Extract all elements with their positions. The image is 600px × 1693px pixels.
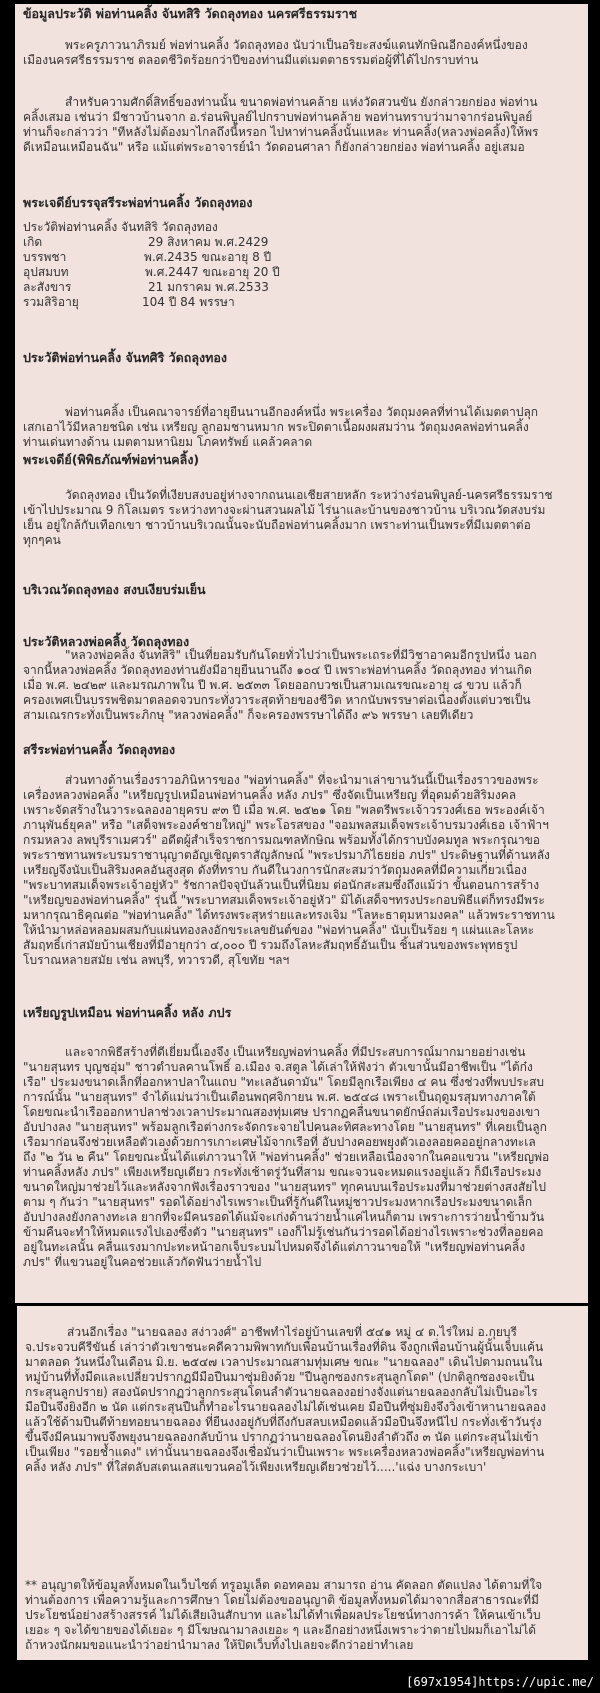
text-line: ท่านเด่นทางด้าน เมตตามหานิยม โภคทรัพย์ แคล้วคลาด bbox=[23, 435, 313, 449]
text-line: เสกเอาไว้มีหลายชนิด เช่น เหรียญ ลูกอมชานหมาก พระปิดตาเนื้อผงผสมว่าน วัตถุมงคลพ่อท่านคลิ้ง bbox=[23, 420, 529, 434]
text-line: "พระบาทสมเด็จพระเจ้าอยู่หัว" รัชกาลปัจจุบันล้วนเป็นที่นิยม ต่อนักสะสมซึ่งถึงแม้ว่า ขั้นตอนการสร้าง bbox=[23, 878, 540, 892]
bio-value: พ.ศ.2435 ขณะอายุ 8 ปี bbox=[144, 250, 272, 264]
text-line: การณ์นั้น "นายสุนทร" จำได้แม่นว่าเป็นเดือนพฤศจิกายน พ.ศ. ๒๕๔๘ เพราะเป็นฤดูมรสุมทางภาคใต้ bbox=[23, 1090, 536, 1104]
text-line: เย็น อยู่ใกล้กับเทือกเขา ชาวบ้านบริเวณนั้นจะนับถือพ่อท่านคลิ้งมาก เพราะท่านเป็นพระที่มีเมตตาต่อ bbox=[23, 518, 531, 532]
article-panel bbox=[15, 4, 588, 1303]
heading-museum: พระเจดีย์(พิพิธภัณฑ์พ่อท่านคลิ้ง) bbox=[23, 452, 200, 467]
bio-label: อุปสมบท bbox=[23, 265, 69, 279]
bio-row bbox=[23, 250, 584, 265]
text-line: กระสุนลูกปราย) สองนัดปรากฏว่าลูกกระสุนโดนลำตัวนายฉลองอย่างจังแต่นายฉลองกลับไม่เป็นอะไร bbox=[25, 1385, 538, 1399]
text-line: อับปางลงยังกลางทะเล ยากที่จะมีคนรอดได้แม้จะเก่งด้านว่ายน้ำแค่ไหนก็ตาม เพราะการว่ายน้ำข้ามวัน bbox=[23, 1210, 545, 1224]
text-line: ข้ามคืนจะทำให้หมดแรงไปเองซึ่งตัว "นายสุนทร" เองก็ไม่รู้เช่นกันว่ารอดได้อย่างไรเพราะช่วงที่ลอยคอ bbox=[23, 1225, 544, 1239]
text-line: มาตลอด วันหนึ่งในเดือน มิ.ย. ๒๕๔๗ เวลาประมาณสามทุ่มเศษ ขณะ "นายฉลอง" เดินไปตามถนนใน bbox=[25, 1355, 543, 1369]
bio-label: เกิด bbox=[23, 235, 43, 249]
bio-value: พ.ศ.2447 ขณะอายุ 20 ปี bbox=[145, 265, 280, 279]
text-line: โบราณหลายสมัย เช่น ลพบุรี, ทวารวดี, สุโขทัย ฯลฯ bbox=[23, 953, 290, 967]
text-line: ท่านคลิ้งหลัง ภปร" เพียงเหรียญเดียว กระทั่งเช้าตรู่วันที่สาม ขณะจวนจะหมดแรงอยู่แล้ว ก็มีเรือประมง bbox=[23, 1165, 542, 1179]
text-line: ทุกๆคน bbox=[23, 533, 61, 547]
text-line: พระครูภาวนาภิรมย์ พ่อท่านคลิ้ง วัดถลุงทอง นับว่าเป็นอริยะสงฆ์แดนทักษิณอีกองค์หนึ่งของ bbox=[65, 38, 528, 52]
text-line: "เหรียญของพ่อท่านคลิ้ง" รุ่นนี้ "พระบาทสมเด็จพระเจ้าอยู่หัว" มิได้เสด็จฯทรงประกอบพิธีแต่ก็ทรงมีพระ bbox=[23, 893, 545, 907]
text-line: สัมฤทธิ์เก่าสมัยบ้านเชียงที่มีอายุกว่า ๔,๐๐๐ ปี รวมถึงโลหะสัมฤทธิ์อันเป็น ชิ้นส่วนของพระพุทธรูป bbox=[23, 938, 518, 952]
heading-history: ประวัติพ่อท่านคลิ้ง จันทศิริ วัดถลุงทอง bbox=[23, 350, 227, 365]
text-line: จากนี้หลวงพ่อคลิ้ง วัดถลุงทองท่านยังมีอายุยืนนานถึง ๑๐๔ ปี เพราะพ่อท่านคลิ้ง วัดถลุงทอง ท่านเกิด bbox=[23, 663, 532, 677]
paragraph-chalong bbox=[25, 1325, 584, 1475]
bio-row bbox=[23, 280, 584, 295]
text-line: อับปางลง "นายสุนทร" พร้อมลูกเรือต่างกระจัดกระจายไปคนละทิศละทางโดย "นายสุนทร" ที่เคยเป็นลูก bbox=[23, 1120, 547, 1134]
text-line: มือปืนจึงยิงอีก ๒ นัด แต่กระสุนปืนก็ทำอะไรนายฉลองไม่ได้เช่นเคย มือปืนที่ซุ่มยิงจึงวิ่งเข้าหานายฉลอง bbox=[25, 1400, 546, 1414]
heading-body: สรีระพ่อท่านคลิ้ง วัดถลุงทอง bbox=[23, 742, 176, 757]
paragraph-sunthorn bbox=[23, 1045, 584, 1270]
text-line: เหรียญจึงนับเป็นสิริมงคลอันสูงสุด ดังที่ทราบ กันดีในวงการนักสะสมว่าวัตถุมงคลที่มีความเกี่ยวเนื่อง bbox=[23, 863, 527, 877]
text-line: เมืองนครศรีธรรมราช ตลอดชีวิตร้อยกว่าปีของท่านมีแต่เมตตาธรรมต่อผู้ที่ได้ไปกราบท่าน bbox=[23, 53, 479, 67]
bio-value: 29 สิงหาคม พ.ศ.2429 bbox=[148, 235, 269, 249]
text-line: ขนาดใหญ่มาช่วยไว้และหลังจากฟังเรื่องราวของ "นายสุนทร" ทุกคนบนเรือประมงที่มาช่วยต่างสงสัยไป bbox=[23, 1180, 546, 1194]
footnote bbox=[25, 1578, 584, 1653]
text-line: ส่วนอีกเรื่อง "นายฉลอง สง่าวงศ์" อาชีพทำไร่อยู่บ้านเลขที่ ๕๔๑ หมู่ ๔ ต.ไร่ใหม่ อ.กุยบุรี bbox=[67, 1325, 517, 1339]
bio-row bbox=[23, 295, 584, 310]
bio-label: บรรพชา bbox=[23, 250, 67, 264]
paragraph-history bbox=[23, 405, 584, 450]
text-line: พ่อท่านคลิ้ง เป็นคณาจารย์ที่อายุยืนนานอีกองค์หนึ่ง พระเครื่อง วัตถุมงคลที่ท่านได้เมตตาปลุก bbox=[65, 405, 539, 419]
paragraph-coin bbox=[23, 773, 584, 968]
text-line: ถ้าหวงนักผมขอแนะนำว่าอย่านำมาลง ให้ปิดเว็บทิ้งไปเลยจะดีกว่าอย่าทำเลย bbox=[25, 1638, 414, 1652]
heading-temple-grounds: บริเวณวัดถลุงทอง สงบเงียบร่มเย็น bbox=[23, 582, 206, 597]
text-line: "หลวงพ่อคลิ้ง จันทสิริ" เป็นที่ยอมรับกันโดยทั่วไปว่าเป็นพระเถระที่มีวิชาอาคมอีกรูปหนึ่ง นอก bbox=[65, 648, 537, 662]
text-line: เพราะจัดสร้างในวาระฉลองอายุครบ ๙๓ ปี เมื่อ พ.ศ. ๒๕๒๑ โดย "พลตรีพระเจ้าวรวงศ์เธอ พระองค์เจ้า bbox=[23, 803, 545, 817]
paragraph-intro bbox=[23, 38, 584, 68]
paragraph-reputation bbox=[23, 95, 584, 155]
heading-stupa: พระเจดีย์บรรจุสรีระพ่อท่านคลิ้ง วัดถลุงทอง bbox=[23, 195, 253, 210]
bio-label: รวมสิริอายุ bbox=[23, 295, 79, 309]
bio-value: 104 ปี 84 พรรษา bbox=[142, 295, 235, 309]
text-line: ถึง "๒ วัน ๒ คืน" โดยขณะนั้นได้แต่ภาวนาให้ "พ่อท่านคลิ้ง" ช่วยเหลือเนื่องจากในคอแขวน "เหรียญพ่อ bbox=[23, 1150, 550, 1164]
text-line: หมู่บ้านที่ทั้งมืดและเปลี่ยวปรากฏมีมือปืนมาซุ่มยิงด้วย "ปืนลูกซองกระสุนลูกโดด" (ปกติลูกซองจะเป็น bbox=[25, 1370, 535, 1384]
text-line: มหากรุณาธิคุณต่อ "พ่อท่านคลิ้ง" ได้ทรงพระสุหร่ายและทรงเจิม "โลหะธาตุมหามงคล" แล้วพระราชทาน bbox=[23, 908, 555, 922]
text-line: ภปร" ที่แขวนอยู่ในคอช่วยแล้วกัดฟันว่ายน้ำไป bbox=[23, 1255, 262, 1269]
text-line: ให้นำมาหล่อหลอมผสมกับแผ่นทองลงอักขระเลขยันต์ของ "พ่อท่านคลิ้ง" นับเป็นร้อย ๆ แผ่นและโลหะ bbox=[23, 923, 535, 937]
text-line: ประโยชน์อย่างสร้างสรรค์ ไม่ได้เสียเงินสักบาท และไม่ได้ทำเพื่อผลประโยชน์ทางการค้า ให้คนเข้าเว็บ bbox=[25, 1608, 541, 1622]
text-line: แล้วใช้ด้ามปืนตีท้ายทอยนายฉลอง ที่ยืนงงอยู่กับที่ถึงกับสลบเหมือดแล้วมือปืนจึงหนีไป กระทั่งเช้าวันรุ่ง bbox=[25, 1415, 542, 1429]
heading-luang-pho: ประวัติหลวงพ่อคลิ้ง วัดถลุงทอง bbox=[23, 634, 190, 649]
text-line: ขึ้นจึงมีคนมาพบจึงพยุงนายฉลองกลับบ้าน ปรากฏว่านายฉลองโดนยิงลำตัวถึง ๓ นัด แต่กระสุนไม่เข้า bbox=[25, 1430, 539, 1444]
text-line: อยู่ในทะเลนั้น คลื่นแรงมากปะทะหน้าอกเจ็บระบมไปหมดจึงได้แต่ภาวนาขอให้ "เหรียญพ่อท่านคลิ้ง bbox=[23, 1240, 526, 1254]
text-line: ท่านก็จะกล่าวว่า "ทีหลังไม่ต้องมาไกลถึงนี้หรอก ไปหาท่านคลิ้งนั้นแหละ ท่านคลิ้ง(หลวงพ่อคลิ้ง)ให้พร bbox=[23, 125, 539, 139]
text-line: โดยขณะนำเรือออกหาปลาช่วงเวลาประมาณสองทุ่มเศษ ปรากฏคลื่นขนาดยักษ์ถล่มเรือประมงของเขา bbox=[23, 1105, 541, 1119]
paragraph-luang-pho bbox=[23, 648, 584, 723]
bio-value: 21 มกราคม พ.ศ.2533 bbox=[148, 280, 269, 294]
text-line: ท่านต้องการ เพื่อความรู้และการศึกษา โดยไม่ต้องขออนุญาติ ข้อมูลทั้งหมดได้มาจากสื่อสาธารณะที่มี bbox=[25, 1593, 539, 1607]
bio-table bbox=[23, 220, 584, 310]
text-line: เมื่อ พ.ศ. ๒๔๒๙ และมรณภาพใน ปี พ.ศ. ๒๕๓๓ โดยออกบวชเป็นสามเณรขณะอายุ ๘ ขวบ แล้วก็ bbox=[23, 678, 522, 692]
bio-label: ละสังขาร bbox=[23, 280, 72, 294]
bio-row bbox=[23, 265, 584, 280]
text-line: วัดถลุงทอง เป็นวัดที่เงียบสงบอยู่ห่างจากถนนเอเชียสายหลัก ระหว่างร่อนพิบูลย์-นครศรีธรรมราช bbox=[65, 488, 553, 502]
text-line: สำหรับความศักดิ์สิทธิ์ของท่านนั้น ขนาดพ่อท่านคล้าย แห่งวัดสวนขัน ยังกล่าวยกย่อง พ่อท่าน bbox=[65, 95, 538, 109]
paragraph-temple bbox=[23, 488, 584, 548]
text-line: เข้าไปประมาณ 9 กิโลเมตร ระหว่างทางจะผ่านสวนผลไม้ ไร่นาและบ้านของชาวบ้าน บริเวณวัดสงบร่ม bbox=[23, 503, 546, 517]
text-line: จ.ประจวบคีรีขันธ์ เล่าว่าตัวเขาชนะคดีความพิพาทกับเพื่อนบ้านเรื่องที่ดิน จึงถูกเพื่อนบ้านผู้นั้นเจ็บแค้น bbox=[25, 1340, 544, 1354]
text-line: เป็นเพียง "รอยช้ำแดง" เท่านั้นนายฉลองจึงเชื่อมั่นว่าเป็นเพราะ พระเครื่องหลวงพ่อคลิ้ง"เหรียญพ่อท่าน bbox=[25, 1445, 545, 1459]
text-line: เยอะ ๆ จะได้ขายของได้เยอะ ๆ มีโฆษณามาลงเยอะ ๆ และอีกอย่างหนึ่งเพราะว่าตายไปผมก็เอาไม่ได้ bbox=[25, 1623, 537, 1637]
text-line: และจากพิธีสร้างที่ดีเยี่ยมนี้เองจึง เป็นเหรียญพ่อท่านคลิ้ง ที่มีประสบการณ์มากมายอย่างเช่น bbox=[65, 1045, 526, 1059]
text-line: ส่วนทางด้านเรื่องราวอภินิหารของ "พ่อท่านคลิ้ง" ที่จะนำมาเล่าขานวันนี้เป็นเรื่องราวของพระ bbox=[65, 773, 539, 787]
text-line: ** อนุญาตให้ข้อมูลทั้งหมดในเว็บไซต์ ทรูอมูเล็ต ดอทคอม สามารถ อ่าน คัดลอก ตัดแปลง ได้ตามที่ใจ bbox=[25, 1578, 543, 1592]
text-line: ครองเพศเป็นบรรพชิตมาตลอดจวบกระทั่งวาระสุดท้ายของชีวิต หากนับพรรษาต่อเนื่องตั้งแต่บวชเป็น bbox=[23, 693, 531, 707]
page-title: ข้อมูลประวัติ พ่อท่านคลิ้ง จันทสิริ วัดถลุงทอง นครศรีธรรมราช bbox=[23, 6, 358, 21]
bio-row bbox=[23, 235, 584, 250]
text-line: เรือ" ประมงขนาดเล็กที่ออกหาปลาในแถบ "ทะเลอันดามัน" โดยมีลูกเรือเพียง ๔ คน ซึ่งช่วงที่พบประสบ bbox=[23, 1075, 545, 1089]
text-line: เรือมาก่อนจึงช่วยเหลือตัวเองด้วยการเกาะเศษไม้จากเรือที่ อับปางคอยพยุงตัวเองลอยคออยู่กลางทะเล bbox=[23, 1135, 536, 1149]
text-line: "นายสุนทร บุญชอุ่ม" ชาวตำบลคานโพธิ์ อ.เมือง จ.สตูล ได้เล่าให้ฟังว่า ตัวเขานั้นมีอาชีพเป็น "ไต้ก๋ง bbox=[23, 1060, 533, 1074]
text-line: ภานุพันธ์ยุคล" หรือ "เสด็จพระองค์ชายใหญ่" พระโอรสของ "จอมพลสมเด็จพระเจ้าบรมวงศ์เธอ เจ้าฟ้าฯ bbox=[23, 818, 549, 832]
article-panel-2 bbox=[17, 1306, 588, 1660]
text-line: สามเณรกระทั่งเป็นพระภิกษุ "หลวงพ่อคลิ้ง" ก็จะครองพรรษาได้ถึง ๙๖ พรรษา เลยทีเดียว bbox=[23, 708, 474, 722]
heading-coin: เหรียญรูปเหมือน พ่อท่านคลิ้ง หลัง ภปร bbox=[23, 1005, 232, 1020]
text-line: เครื่องหลวงพ่อคลิ้ง "เหรียญรูปเหมือนพ่อท่านคลิ้ง หลัง ภปร" ซึ่งจัดเป็นเหรียญ ที่อุดมด้วยสิริมงคล bbox=[23, 788, 517, 802]
text-line: คลิ้งเสมอ เช่นว่า มีชาวบ้านจาก อ.ร่อนพิบูลย์ไปกราบพ่อท่านคล้าย พอท่านทราบว่ามาจากร่อนพิบูลย์ bbox=[23, 110, 533, 124]
bio-title: ประวัติพ่อท่านคลิ้ง จันทสิริ วัดถลุงทอง bbox=[23, 220, 218, 234]
text-line: กรมหลวง ลพบุรีราเมศวร์" อดีตผู้สำเร็จราชการมณฑลทักษิณ พร้อมทั้งได้กราบบังคมทูล พระกรุณาขอ bbox=[23, 833, 541, 847]
text-line: ตาม ๆ กันว่า "นายสุนทร" รอดได้อย่างไรเพราะเป็นที่รู้กันดีในหมู่ชาวประมงหากเรือประมงขนาดเล็ก bbox=[23, 1195, 533, 1209]
image-caption: [697x1954]https://upic.me/ bbox=[406, 1675, 594, 1689]
text-line: คลิ้ง หลัง ภปร" ที่ใส่ตลับสเตนเลสแขวนคอไว้เพียงเหรียญเดียวช่วยไว้.....'แฉ่ง บางกระเบา' bbox=[25, 1460, 487, 1474]
text-line: พระราชทานพระบรมราชานุญาตอัญเชิญตราสัญลักษณ์ "พระปรมาภิไธยย่อ ภปร" ประดิษฐานที่ด้านหลัง bbox=[23, 848, 550, 862]
text-line: ดีเหมือนเหมือนฉัน" หรือ แม้แต่พระอาจารย์นำ วัดดอนศาลา ก็ยังกล่าวยกย่อง พ่อท่านคลิ้ง อยู่เสมอ bbox=[23, 140, 525, 154]
